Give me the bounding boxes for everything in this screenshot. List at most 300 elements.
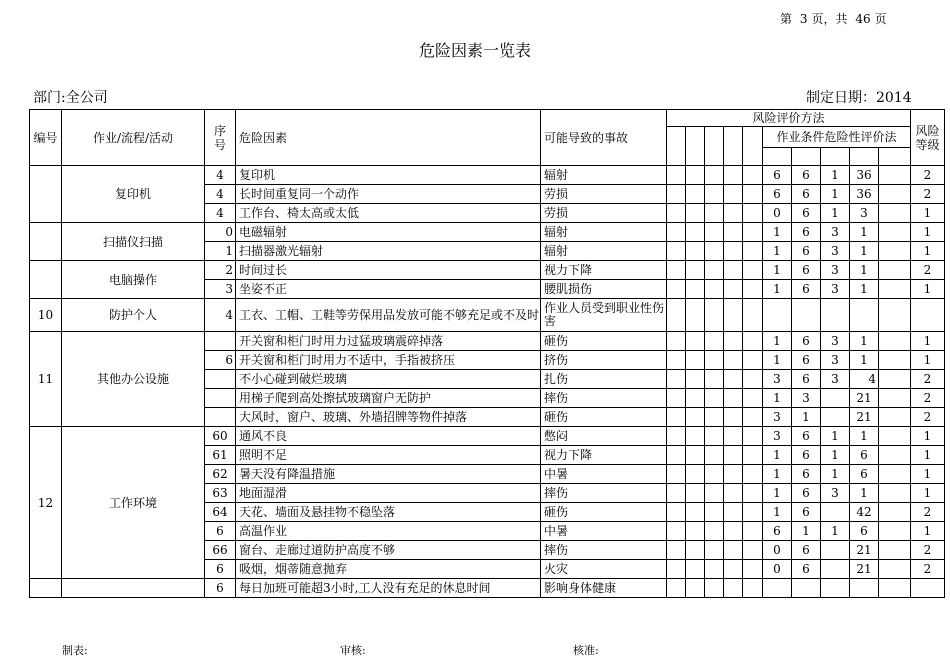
lec-d-cell: 1 (850, 280, 879, 299)
seq-cell: 4 (205, 204, 236, 223)
method-blank-cell (686, 560, 705, 579)
method-blank-cell (705, 541, 724, 560)
method-blank-cell (705, 332, 724, 351)
method-blank-cell (686, 389, 705, 408)
hazard-cell: 坐姿不正 (236, 280, 541, 299)
method-blank-cell (724, 503, 743, 522)
lec-l-cell: 6 (763, 185, 792, 204)
lec-l-cell: 6 (763, 522, 792, 541)
risk-level-cell: 1 (911, 484, 945, 503)
lec-c-cell: 1 (821, 185, 850, 204)
lec-blank-cell (879, 370, 911, 389)
lec-c-cell: 1 (821, 166, 850, 185)
accident-cell: 辐射 (541, 223, 667, 242)
method-blank-cell (743, 522, 763, 541)
lec-c-cell (821, 579, 850, 598)
risk-level-cell: 1 (911, 465, 945, 484)
lec-c-cell (821, 408, 850, 427)
lec-c-cell: 3 (821, 332, 850, 351)
group-activity-cell: 防护个人 (62, 299, 205, 332)
method-blank-cell (705, 465, 724, 484)
accident-cell: 火灾 (541, 560, 667, 579)
seq-cell: 2 (205, 261, 236, 280)
method-blank-cell (705, 427, 724, 446)
group-activity-cell: 复印机 (62, 166, 205, 223)
lec-c-cell (821, 389, 850, 408)
method-blank-cell (724, 351, 743, 370)
lec-d-cell: 1 (850, 261, 879, 280)
accident-cell: 摔伤 (541, 389, 667, 408)
lec-blank-cell (879, 223, 911, 242)
page-number: 3 (799, 12, 808, 26)
lec-e-cell: 6 (792, 427, 821, 446)
risk-level-cell: 1 (911, 223, 945, 242)
method-blank-cell (686, 465, 705, 484)
date-caption: 制定日期： (806, 90, 876, 106)
method-blank-cell (686, 332, 705, 351)
lec-e-cell: 1 (792, 522, 821, 541)
hazard-cell: 照明不足 (236, 446, 541, 465)
seq-cell: 3 (205, 280, 236, 299)
lec-d-cell: 4 (850, 370, 879, 389)
method-blank-cell (667, 332, 686, 351)
lec-blank-cell (879, 261, 911, 280)
hazard-cell: 大风时，窗户、玻璃、外墙招牌等物件掉落 (236, 408, 541, 427)
table-body (30, 166, 945, 598)
seq-cell: 4 (205, 166, 236, 185)
hazard-cell: 通风不良 (236, 427, 541, 446)
method-blank-cell (705, 280, 724, 299)
lec-e-cell (792, 579, 821, 598)
lec-d-cell: 3 (850, 204, 879, 223)
method-blank-cell (705, 204, 724, 223)
lec-e-cell: 6 (792, 541, 821, 560)
accident-cell: 视力下降 (541, 261, 667, 280)
seq-cell: 6 (205, 351, 236, 370)
method-blank-cell (686, 408, 705, 427)
lec-c-cell (821, 299, 850, 332)
lec-blank-cell (879, 579, 911, 598)
lec-l-cell: 3 (763, 427, 792, 446)
method-blank-cell (743, 261, 763, 280)
method-blank-cell (667, 223, 686, 242)
method-blank-cell (743, 408, 763, 427)
method-blank-cell (705, 185, 724, 204)
lec-l-cell: 1 (763, 280, 792, 299)
seq-cell: 61 (205, 446, 236, 465)
method-blank-cell (724, 446, 743, 465)
lec-e-cell: 3 (792, 389, 821, 408)
method-blank-cell (667, 484, 686, 503)
page-suffix: 页 (874, 12, 887, 26)
seq-cell: 4 (205, 299, 236, 332)
method-blank-cell (724, 299, 743, 332)
method-blank-cell (705, 446, 724, 465)
method-blank-cell (686, 541, 705, 560)
lec-l-cell: 1 (763, 351, 792, 370)
header-level: 风险 等级 (911, 110, 945, 166)
accident-cell: 扎伤 (541, 370, 667, 389)
group-id-cell (30, 579, 62, 598)
table-row (30, 299, 945, 332)
hazard-cell: 开关窗和柜门时用力不适中，手指被挤压 (236, 351, 541, 370)
method-blank-cell (743, 166, 763, 185)
lec-d-cell: 36 (850, 166, 879, 185)
hazard-cell: 时间过长 (236, 261, 541, 280)
risk-level-cell: 2 (911, 503, 945, 522)
method-blank-cell (743, 503, 763, 522)
header-method: 风险评价方法 (667, 110, 911, 127)
accident-cell: 挤伤 (541, 351, 667, 370)
risk-level-cell: 1 (911, 351, 945, 370)
method-blank-cell (743, 185, 763, 204)
risk-level-cell: 2 (911, 408, 945, 427)
lec-d-cell: 36 (850, 185, 879, 204)
method-blank-cell (743, 579, 763, 598)
accident-cell: 憋闷 (541, 427, 667, 446)
method-blank-cell (686, 427, 705, 446)
lec-blank-cell (879, 503, 911, 522)
method-blank-cell (667, 541, 686, 560)
date-label (806, 87, 912, 107)
lec-d-cell: 1 (850, 242, 879, 261)
lec-c-cell: 1 (821, 204, 850, 223)
lec-l-cell: 1 (763, 465, 792, 484)
lec-e-cell (792, 299, 821, 332)
risk-level-cell: 1 (911, 446, 945, 465)
table-row (30, 166, 945, 185)
seq-cell: 4 (205, 185, 236, 204)
method-blank-cell (743, 204, 763, 223)
method-blank-cell (743, 242, 763, 261)
group-activity-cell: 工作环境 (62, 427, 205, 579)
method-blank-cell (667, 560, 686, 579)
page-mid: 页，共 (811, 12, 848, 26)
method-blank-cell (743, 427, 763, 446)
accident-cell: 中暑 (541, 465, 667, 484)
lec-d-cell (850, 299, 879, 332)
lec-e-cell: 6 (792, 204, 821, 223)
hazard-cell: 不小心碰到破烂玻璃 (236, 370, 541, 389)
risk-level-cell: 2 (911, 261, 945, 280)
lec-l-cell: 1 (763, 261, 792, 280)
lec-l-cell (763, 579, 792, 598)
method-blank-cell (686, 522, 705, 541)
seq-cell (205, 408, 236, 427)
accident-cell: 作业人员受到职业性伤害 (541, 299, 667, 332)
method-blank-cell (743, 280, 763, 299)
seq-cell: 62 (205, 465, 236, 484)
lec-blank-cell (879, 522, 911, 541)
method-blank-cell (724, 408, 743, 427)
method-blank-cell (743, 370, 763, 389)
lec-e-cell: 6 (792, 332, 821, 351)
risk-level-cell: 2 (911, 541, 945, 560)
method-blank-cell (686, 579, 705, 598)
method-blank-cell (724, 166, 743, 185)
method-blank-cell (724, 541, 743, 560)
method-blank-cell (743, 560, 763, 579)
method-blank-cell (667, 351, 686, 370)
method-blank-cell (724, 204, 743, 223)
seq-cell: 1 (205, 242, 236, 261)
method-blank-cell (724, 185, 743, 204)
risk-level-cell: 1 (911, 204, 945, 223)
group-activity-cell: 其他办公设施 (62, 332, 205, 427)
lec-c-cell: 1 (821, 427, 850, 446)
lec-c-cell (821, 560, 850, 579)
method-blank-cell (667, 446, 686, 465)
method-blank-cell (667, 204, 686, 223)
lec-d-cell: 21 (850, 389, 879, 408)
risk-level-cell: 2 (911, 166, 945, 185)
method-blank-cell (667, 242, 686, 261)
lec-e-cell: 6 (792, 185, 821, 204)
hazard-cell: 地面湿滑 (236, 484, 541, 503)
hazard-cell: 工衣、工帽、工鞋等劳保用品发放可能不够充足或不及时 (236, 299, 541, 332)
lec-blank-cell (879, 389, 911, 408)
lec-d-cell: 42 (850, 503, 879, 522)
method-blank-cell (667, 408, 686, 427)
method-blank-cell (686, 503, 705, 522)
lec-c-cell: 3 (821, 223, 850, 242)
lec-d-cell: 21 (850, 560, 879, 579)
lec-e-cell: 6 (792, 261, 821, 280)
risk-level-cell: 1 (911, 332, 945, 351)
accident-cell: 摔伤 (541, 484, 667, 503)
lec-blank-cell (879, 332, 911, 351)
lec-e-cell: 6 (792, 223, 821, 242)
lec-e-cell: 6 (792, 484, 821, 503)
group-activity-cell: 电脑操作 (62, 261, 205, 299)
lec-d-cell: 1 (850, 223, 879, 242)
accident-cell: 辐射 (541, 242, 667, 261)
seq-cell: 60 (205, 427, 236, 446)
method-blank-cell (724, 560, 743, 579)
accident-cell: 中暑 (541, 522, 667, 541)
accident-cell: 影响身体健康 (541, 579, 667, 598)
method-blank-cell (686, 370, 705, 389)
lec-l-cell: 0 (763, 541, 792, 560)
hazard-table (29, 109, 945, 598)
method-blank-cell (667, 370, 686, 389)
accident-cell: 砸伤 (541, 332, 667, 351)
seq-cell: 6 (205, 579, 236, 598)
lec-blank-cell (879, 408, 911, 427)
method-blank-cell (705, 299, 724, 332)
method-blank-cell (724, 261, 743, 280)
method-blank-cell (705, 261, 724, 280)
lec-e-cell: 6 (792, 370, 821, 389)
lec-blank-cell (879, 299, 911, 332)
hazard-cell: 暑天没有降温措施 (236, 465, 541, 484)
method-blank-cell (724, 465, 743, 484)
hazard-cell: 长时间重复同一个动作 (236, 185, 541, 204)
hazard-cell: 电磁辐射 (236, 223, 541, 242)
page-total: 46 (855, 12, 871, 26)
lec-l-cell: 6 (763, 166, 792, 185)
group-activity-cell: 扫描仪扫描 (62, 223, 205, 261)
method-blank-cell (705, 351, 724, 370)
method-blank-cell (705, 408, 724, 427)
lec-c-cell: 3 (821, 280, 850, 299)
lec-d-cell: 21 (850, 408, 879, 427)
method-blank-cell (724, 389, 743, 408)
group-id-cell: 11 (30, 332, 62, 427)
table-row (30, 332, 945, 351)
lec-blank-cell (879, 242, 911, 261)
hazard-cell: 扫描器激光辐射 (236, 242, 541, 261)
lec-c-cell: 1 (821, 446, 850, 465)
method-blank-cell (743, 389, 763, 408)
footer-reviewer: 审核: (340, 644, 366, 657)
seq-cell: 64 (205, 503, 236, 522)
method-blank-cell (743, 299, 763, 332)
risk-level-cell: 1 (911, 242, 945, 261)
lec-e-cell: 6 (792, 166, 821, 185)
lec-blank-cell (879, 204, 911, 223)
table-row (30, 579, 945, 598)
accident-cell: 劳损 (541, 204, 667, 223)
header-lec: 作业条件危险性评价法 (763, 127, 911, 148)
lec-blank-cell (879, 484, 911, 503)
risk-level-cell: 2 (911, 389, 945, 408)
method-blank-cell (686, 223, 705, 242)
date-value: 2014 (876, 90, 912, 106)
method-blank-cell (686, 484, 705, 503)
method-blank-cell (743, 223, 763, 242)
footer-approver: 核准: (573, 644, 599, 657)
lec-l-cell: 0 (763, 204, 792, 223)
accident-cell: 砸伤 (541, 503, 667, 522)
lec-l-cell: 1 (763, 242, 792, 261)
lec-e-cell: 6 (792, 351, 821, 370)
accident-cell: 劳损 (541, 185, 667, 204)
method-blank-cell (724, 427, 743, 446)
method-blank-cell (667, 503, 686, 522)
lec-c-cell (821, 541, 850, 560)
lec-e-cell: 6 (792, 465, 821, 484)
risk-level-cell: 2 (911, 185, 945, 204)
seq-cell: 63 (205, 484, 236, 503)
lec-c-cell: 3 (821, 484, 850, 503)
header-activity: 作业/流程/活动 (62, 110, 205, 166)
method-blank-cell (705, 389, 724, 408)
method-blank-cell (667, 299, 686, 332)
lec-l-cell: 1 (763, 503, 792, 522)
hazard-cell: 每日加班可能超3小时,工人没有充足的休息时间 (236, 579, 541, 598)
method-blank-cell (667, 389, 686, 408)
lec-e-cell: 6 (792, 446, 821, 465)
lec-l-cell: 1 (763, 332, 792, 351)
lec-d-cell: 6 (850, 465, 879, 484)
lec-blank-cell (879, 465, 911, 484)
seq-cell (205, 389, 236, 408)
method-blank-cell (686, 299, 705, 332)
lec-d-cell (850, 579, 879, 598)
method-blank-cell (686, 242, 705, 261)
method-blank-cell (724, 579, 743, 598)
lec-c-cell: 3 (821, 370, 850, 389)
method-blank-cell (724, 332, 743, 351)
header-seq: 序 号 (205, 110, 236, 166)
method-blank-cell (667, 166, 686, 185)
method-blank-cell (724, 242, 743, 261)
seq-cell: 6 (205, 560, 236, 579)
group-id-cell: 12 (30, 427, 62, 579)
method-blank-cell (667, 522, 686, 541)
table-row (30, 223, 945, 242)
method-blank-cell (686, 261, 705, 280)
method-blank-cell (743, 446, 763, 465)
table-row (30, 261, 945, 280)
method-blank-cell (724, 522, 743, 541)
lec-l-cell: 1 (763, 484, 792, 503)
lec-d-cell: 6 (850, 522, 879, 541)
lec-d-cell: 1 (850, 332, 879, 351)
lec-d-cell: 1 (850, 427, 879, 446)
lec-l-cell (763, 299, 792, 332)
method-blank-cell (667, 579, 686, 598)
seq-cell (205, 332, 236, 351)
seq-cell: 6 (205, 522, 236, 541)
method-blank-cell (686, 166, 705, 185)
lec-c-cell: 3 (821, 261, 850, 280)
method-blank-cell (686, 185, 705, 204)
lec-c-cell: 3 (821, 351, 850, 370)
method-blank-cell (705, 242, 724, 261)
group-id-cell (30, 223, 62, 261)
method-blank-cell (724, 223, 743, 242)
method-blank-cell (667, 465, 686, 484)
lec-blank-cell (879, 560, 911, 579)
header-hazard: 危险因素 (236, 110, 541, 166)
accident-cell: 视力下降 (541, 446, 667, 465)
lec-e-cell: 6 (792, 280, 821, 299)
hazard-cell: 天花、墙面及悬挂物不稳坠落 (236, 503, 541, 522)
method-blank-cell (686, 351, 705, 370)
lec-d-cell: 6 (850, 446, 879, 465)
hazard-cell: 窗台、走廊过道防护高度不够 (236, 541, 541, 560)
method-blank-cell (667, 261, 686, 280)
lec-l-cell: 1 (763, 446, 792, 465)
lec-blank-cell (879, 446, 911, 465)
method-blank-cell (743, 484, 763, 503)
risk-level-cell: 2 (911, 370, 945, 389)
lec-blank-cell (879, 427, 911, 446)
hazard-cell: 高温作业 (236, 522, 541, 541)
method-blank-cell (667, 427, 686, 446)
method-blank-cell (743, 541, 763, 560)
lec-l-cell: 0 (763, 560, 792, 579)
hazard-cell: 复印机 (236, 166, 541, 185)
lec-blank-cell (879, 166, 911, 185)
method-blank-cell (667, 280, 686, 299)
method-blank-cell (705, 370, 724, 389)
method-blank-cell (705, 560, 724, 579)
seq-cell: 0 (205, 223, 236, 242)
hazard-cell: 工作台、椅太高或太低 (236, 204, 541, 223)
table-row (30, 427, 945, 446)
method-blank-cell (724, 484, 743, 503)
lec-e-cell: 1 (792, 408, 821, 427)
lec-c-cell: 3 (821, 242, 850, 261)
seq-cell (205, 370, 236, 389)
method-blank-cell (743, 332, 763, 351)
lec-c-cell: 1 (821, 522, 850, 541)
method-blank-cell (743, 465, 763, 484)
document-title: 危险因素一览表 (418, 41, 531, 60)
